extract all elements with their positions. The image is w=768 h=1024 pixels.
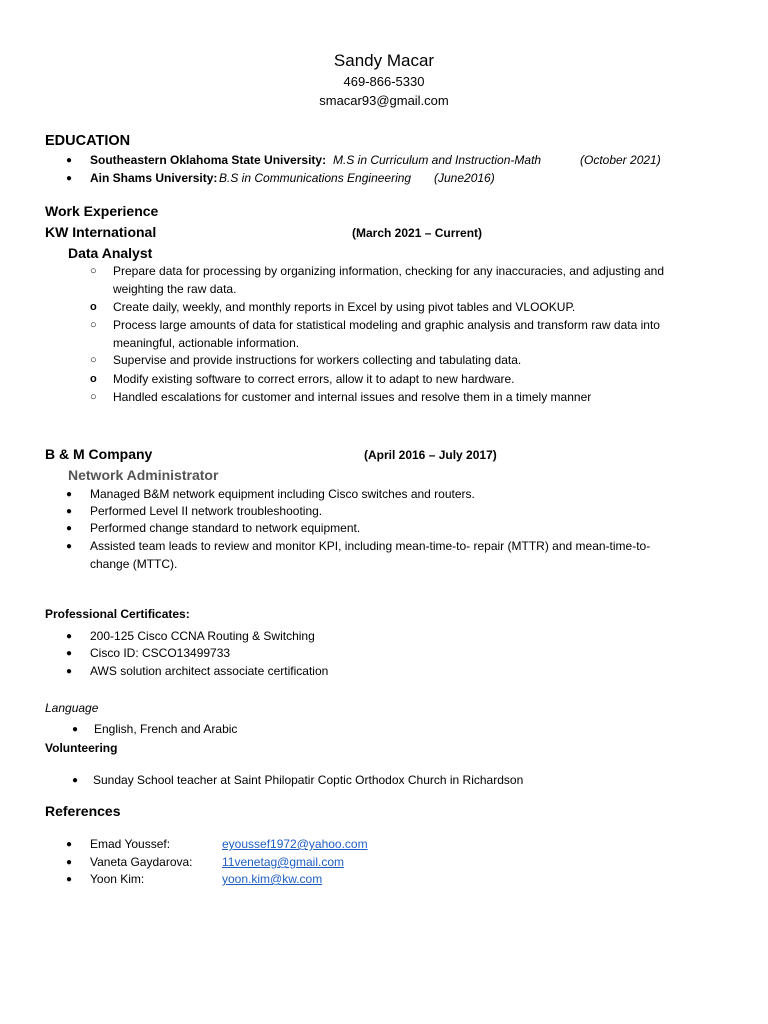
- job-duty: Managed B&M network equipment including Cisco switches and routers.: [90, 487, 475, 501]
- job-duty: Performed change standard to network equipment.: [90, 521, 361, 535]
- education-date: (October 2021): [580, 153, 661, 167]
- bullet-icon: ●: [66, 489, 73, 500]
- circle-bullet-icon: ○: [90, 354, 97, 366]
- volunteering-heading: Volunteering: [45, 741, 118, 755]
- certificate-item: AWS solution architect associate certification: [90, 664, 329, 678]
- bullet-icon: ●: [66, 857, 73, 868]
- job-duty: Modify existing software to correct errors, allow it to adapt to new hardware.: [113, 372, 515, 386]
- job-duty: Handled escalations for customer and internal issues and resolve them in a timely manner: [113, 390, 592, 404]
- volunteering-item: Sunday School teacher at Saint Philopatir Coptic Orthodox Church in Richardson: [93, 773, 524, 787]
- bullet-icon: ●: [66, 506, 73, 517]
- bullet-icon: ●: [66, 648, 73, 659]
- company-name: KW International: [45, 224, 157, 240]
- circle-bullet-icon: ○: [90, 391, 97, 403]
- language-heading: Language: [45, 701, 99, 715]
- school-name: Ain Shams University:: [90, 171, 218, 185]
- bullet-icon: ●: [66, 874, 73, 885]
- candidate-name: Sandy Macar: [333, 51, 435, 70]
- phone-number: 469-866-5330: [343, 74, 425, 89]
- bullet-icon: ●: [72, 775, 79, 786]
- work-experience-heading: Work Experience: [45, 203, 159, 219]
- reference-email-link[interactable]: yoon.kim@kw.com: [222, 872, 323, 886]
- bullet-icon: ●: [66, 173, 73, 184]
- job-duty: Supervise and provide instructions for workers collecting and tabulating data.: [113, 353, 522, 367]
- reference-name: Yoon Kim:: [90, 872, 145, 886]
- bullet-icon: ●: [66, 666, 73, 677]
- job-duty: Prepare data for processing by organizing information, checking for any inaccuracies, and adjusting and: [113, 264, 664, 278]
- bullet-icon: ●: [66, 631, 73, 642]
- education-date: (June2016): [434, 171, 495, 185]
- bullet-icon: ●: [72, 724, 79, 735]
- references-heading: References: [45, 803, 121, 819]
- reference-email-link[interactable]: eyoussef1972@yahoo.com: [222, 837, 368, 851]
- job-duty: Performed Level II network troubleshooting.: [90, 504, 323, 518]
- circle-bullet-icon: o: [90, 373, 97, 385]
- school-name: Southeastern Oklahoma State University:: [90, 153, 327, 167]
- email-address: smacar93@gmail.com: [319, 93, 449, 108]
- circle-bullet-icon: ○: [90, 319, 97, 331]
- company-name: B & M Company: [45, 446, 153, 462]
- job-duty-continued: change (MTTC).: [90, 557, 178, 571]
- certificate-item: Cisco ID: CSCO13499733: [90, 646, 231, 660]
- degree: B.S in Communications Engineering: [219, 171, 412, 185]
- job-duty-continued: meaningful, actionable information.: [113, 336, 300, 350]
- job-duty: Assisted team leads to review and monitor KPI, including mean-time-to- repair (MTTR) and mean-time-to-: [90, 539, 651, 553]
- reference-name: Emad Youssef:: [90, 837, 171, 851]
- bullet-icon: ●: [66, 839, 73, 850]
- job-title: Network Administrator: [68, 467, 219, 483]
- bullet-icon: ●: [66, 541, 73, 552]
- job-duty: Process large amounts of data for statistical modeling and graphic analysis and transform raw data into: [113, 318, 660, 332]
- education-heading: EDUCATION: [45, 133, 131, 149]
- reference-email-link[interactable]: 11venetag@gmail.com: [222, 855, 345, 869]
- employment-dates: (March 2021 – Current): [352, 226, 483, 240]
- language-item: English, French and Arabic: [94, 722, 238, 736]
- job-duty-continued: weighting the raw data.: [113, 282, 237, 296]
- certificates-heading: Professional Certificates:: [45, 607, 190, 621]
- job-duty: Create daily, weekly, and monthly reports in Excel by using pivot tables and VLOOKUP.: [113, 300, 576, 314]
- reference-name: Vaneta Gaydarova:: [90, 855, 193, 869]
- employment-dates: (April 2016 – July 2017): [364, 448, 497, 462]
- bullet-icon: ●: [66, 155, 73, 166]
- circle-bullet-icon: ○: [90, 265, 97, 277]
- bullet-icon: ●: [66, 523, 73, 534]
- degree: M.S in Curriculum and Instruction-Math: [333, 153, 542, 167]
- job-title: Data Analyst: [68, 245, 153, 261]
- certificate-item: 200-125 Cisco CCNA Routing & Switching: [90, 629, 315, 643]
- circle-bullet-icon: o: [90, 301, 97, 313]
